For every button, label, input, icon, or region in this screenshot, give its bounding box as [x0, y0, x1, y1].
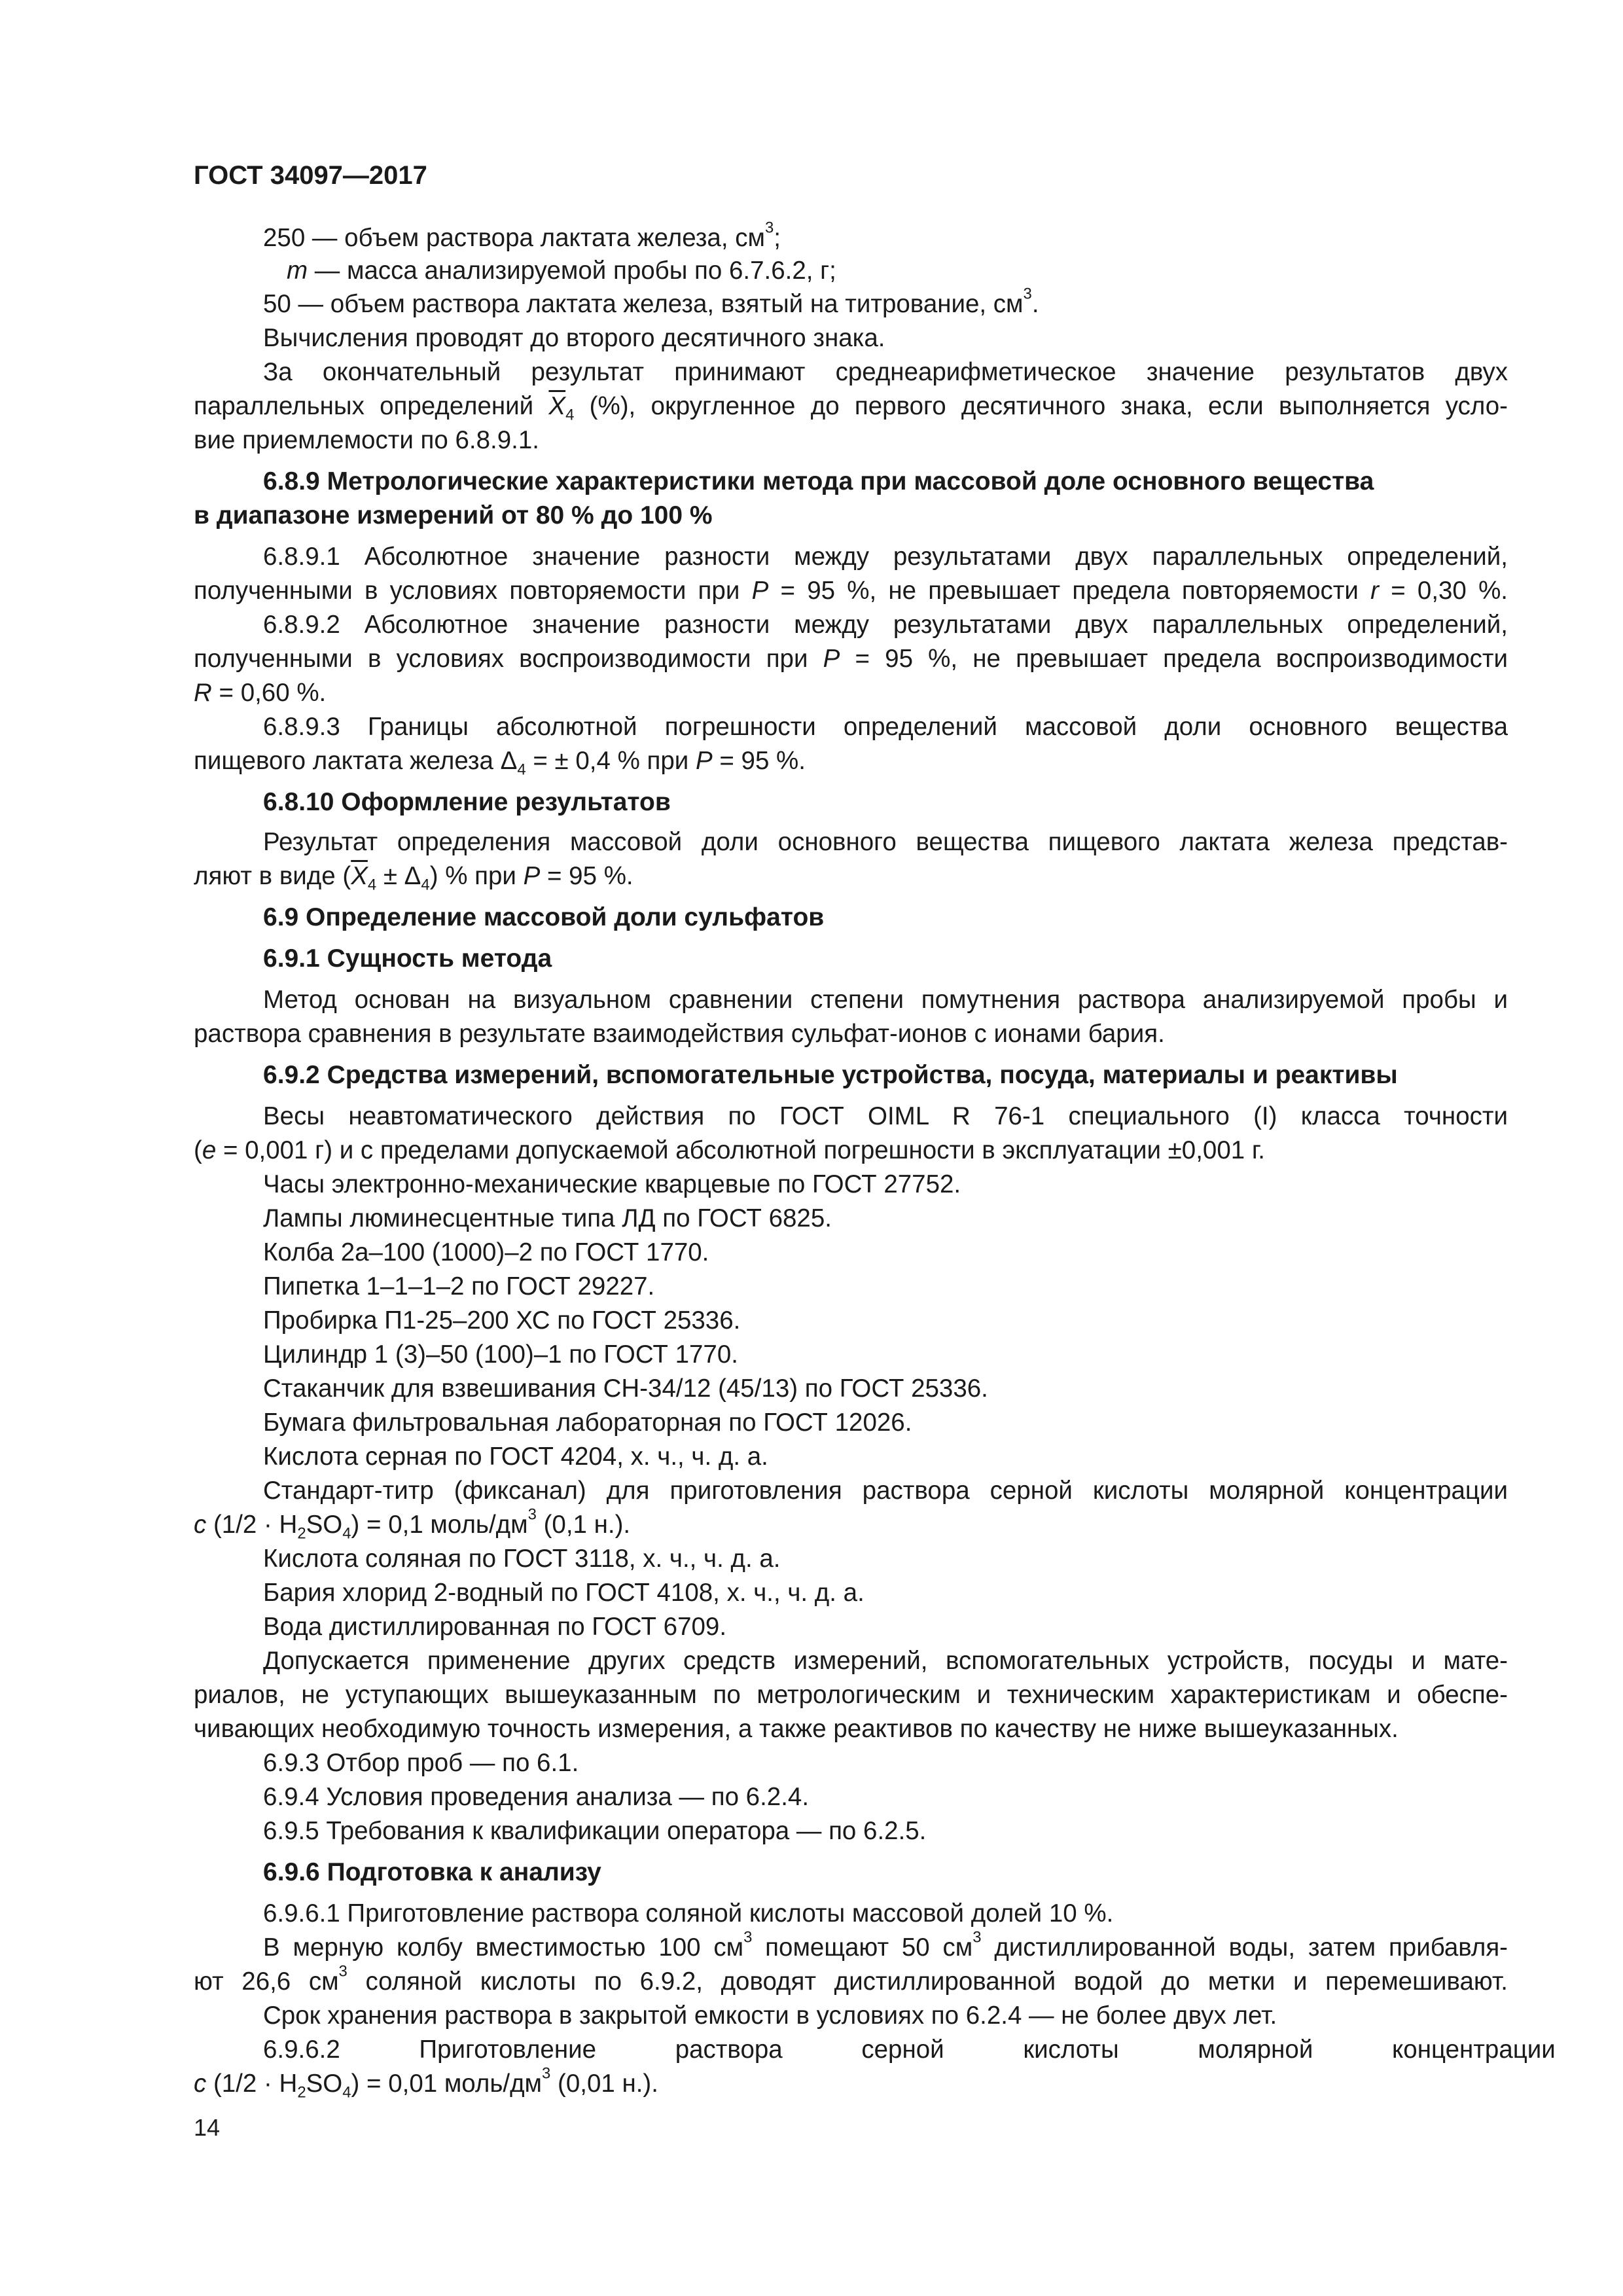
text-line: Лампы люминесцентные типа ЛД по ГОСТ 6825. — [263, 1204, 832, 1232]
section-heading: 6.8.9 Метрологические характеристики метода при массовой доле основного вещества — [263, 467, 1374, 495]
text-line: Метод основан на визуальном сравнении степени помутнения раствора анализируемой пробы и — [263, 986, 1508, 1014]
section-heading: 6.9 Определение массовой доли сульфатов — [263, 903, 825, 931]
text-line: Бумага фильтровальная лабораторная по ГОСТ 12026. — [263, 1408, 912, 1437]
text-line: Вода дистиллированная по ГОСТ 6709. — [263, 1613, 727, 1641]
text-line: В мерную колбу вместимостью 100 $см^3$ помещают 50 $см^3$ дистиллированной воды, затем прибавля- — [263, 1928, 1508, 1962]
text-line: вие приемлемости по 6.8.9.1. — [194, 426, 539, 454]
text-line: 6.9.3 Отбор проб — по 6.1. — [263, 1749, 579, 1777]
page-number: 14 — [194, 2114, 221, 2141]
text-line: чивающих необходимую точность измерения, а также реактивов по качеству не ниже вышеуказанных. — [194, 1715, 1399, 1743]
text-line: m — масса анализируемой пробы по 6.7.6.2, г; — [287, 257, 836, 285]
text-line: Цилиндр 1 (3)–50 (100)–1 по ГОСТ 1770. — [263, 1340, 738, 1369]
section-heading: 6.9.2 Средства измерений, вспомогательные устройства, посуда, материалы и реактивы — [263, 1061, 1398, 1089]
text-line: Допускается применение других средств измерений, вспомогательных устройств, посуды и мате- — [263, 1647, 1508, 1675]
text-line: 6.9.4 Условия проведения анализа — по 6.2.4. — [263, 1783, 810, 1811]
text-line: Стаканчик для взвешивания СН-34/12 (45/13) по ГОСТ 25336. — [263, 1374, 988, 1403]
text-line: риалов, не уступающих вышеуказанным по метрологическим и техническим характеристикам и обеспе- — [194, 1681, 1508, 1709]
text-line: Срок хранения раствора в закрытой емкости в условиях по 6.2.4 — не более двух лет. — [263, 2001, 1277, 2030]
text-line: Бария хлорид 2-водный по ГОСТ 4108, х. ч., ч. д. а. — [263, 1579, 865, 1607]
text-line: Часы электронно-механические кварцевые по ГОСТ 27752. — [263, 1170, 961, 1198]
text-line: 6.8.9.1 Абсолютное значение разности между результатами двух параллельных определений, — [263, 543, 1508, 571]
text-line: параллельных определений $\overline{X}_4$ (%), округленное до первого десятичного знака, если выполняется усло- — [194, 392, 1508, 424]
text-line: 250 — объем раствора лактата железа, $см^3$; — [263, 219, 781, 252]
text-line: ют 26,6 $см^3$ соляной кислоты по 6.9.2, доводят дистиллированной водой до метки и перемешивают. — [194, 1962, 1508, 1996]
section-heading: в диапазоне измерений от 80 % до 100 % — [194, 501, 713, 529]
text-line: Пробирка П1-25–200 ХС по ГОСТ 25336. — [263, 1306, 741, 1335]
text-line: Вычисления проводят до второго десятичного знака. — [263, 324, 885, 352]
text-line: c $(1/2 \cdot H_2SO_4) = 0,1$ моль/$дм^3$ (0,1 н.). — [194, 1505, 631, 1543]
text-line: Стандарт-титр (фиксанал) для приготовления раствора серной кислоты молярной концентрации — [263, 1477, 1508, 1505]
text-line: 6.8.9.3 Границы абсолютной погрешности определений массовой доли основного вещества — [263, 713, 1508, 741]
text-line: Кислота соляная по ГОСТ 3118, х. ч., ч. д. а. — [263, 1545, 781, 1573]
text-line: Кислота серная по ГОСТ 4204, х. ч., ч. д. а. — [263, 1443, 768, 1471]
text-line: полученными в условиях воспроизводимости при P = 95 %, не превышает предела воспроизводимости — [194, 645, 1508, 673]
text-line: R = 0,60 %. — [194, 679, 327, 707]
text-line: c $(1/2 \cdot H_2SO_4) = 0,01$ моль/$дм^3$ (0,01 н.). — [194, 2064, 658, 2102]
section-heading: 6.8.10 Оформление результатов — [263, 788, 671, 816]
text-line: 6.9.6.2 Приготовление раствора серной кислоты молярной концентрации — [263, 2036, 1556, 2064]
document-header: ГОСТ 34097—2017 — [194, 161, 427, 190]
text-line: Пипетка 1–1–1–2 по ГОСТ 29227. — [263, 1272, 655, 1300]
section-heading: 6.9.6 Подготовка к анализу — [263, 1858, 601, 1886]
text-line: Результат определения массовой доли основного вещества пищевого лактата железа представ- — [263, 828, 1508, 856]
text-line: 6.9.5 Требования к квалификации оператора — по 6.2.5. — [263, 1817, 927, 1845]
text-line: 6.9.6.1 Приготовление раствора соляной кислоты массовой долей 10 %. — [263, 1899, 1114, 1928]
text-line: 50 — объем раствора лактата железа, взятый на титрование, $см^3$. — [263, 285, 1039, 318]
text-line: Весы неавтоматического действия по ГОСТ OIML R 76-1 специального (I) класса точности — [263, 1102, 1508, 1130]
text-line: раствора сравнения в результате взаимодействия сульфат-ионов с ионами бария. — [194, 1020, 1165, 1048]
text-line: 6.8.9.2 Абсолютное значение разности между результатами двух параллельных определений, — [263, 611, 1508, 639]
text-line: За окончательный результат принимают среднеарифметическое значение результатов двух — [263, 358, 1508, 386]
text-line: ляют в виде $(\overline{X}_4 \pm \Delta_4)$ % при P = 95 %. — [194, 862, 633, 894]
text-line: Колба 2а–100 (1000)–2 по ГОСТ 1770. — [263, 1238, 709, 1266]
text-line: полученными в условиях повторяемости при P = 95 %, не превышает предела повторяемости r = 0,30 %. — [194, 577, 1508, 605]
text-line: пищевого лактата железа $\Delta_4$ = ± 0,4 % при P = 95 %. — [194, 747, 806, 779]
section-heading: 6.9.1 Сущность метода — [263, 944, 552, 973]
text-line: (e = 0,001 г) и с пределами допускаемой абсолютной погрешности в эксплуатации ±0,001 г. — [194, 1136, 1265, 1164]
